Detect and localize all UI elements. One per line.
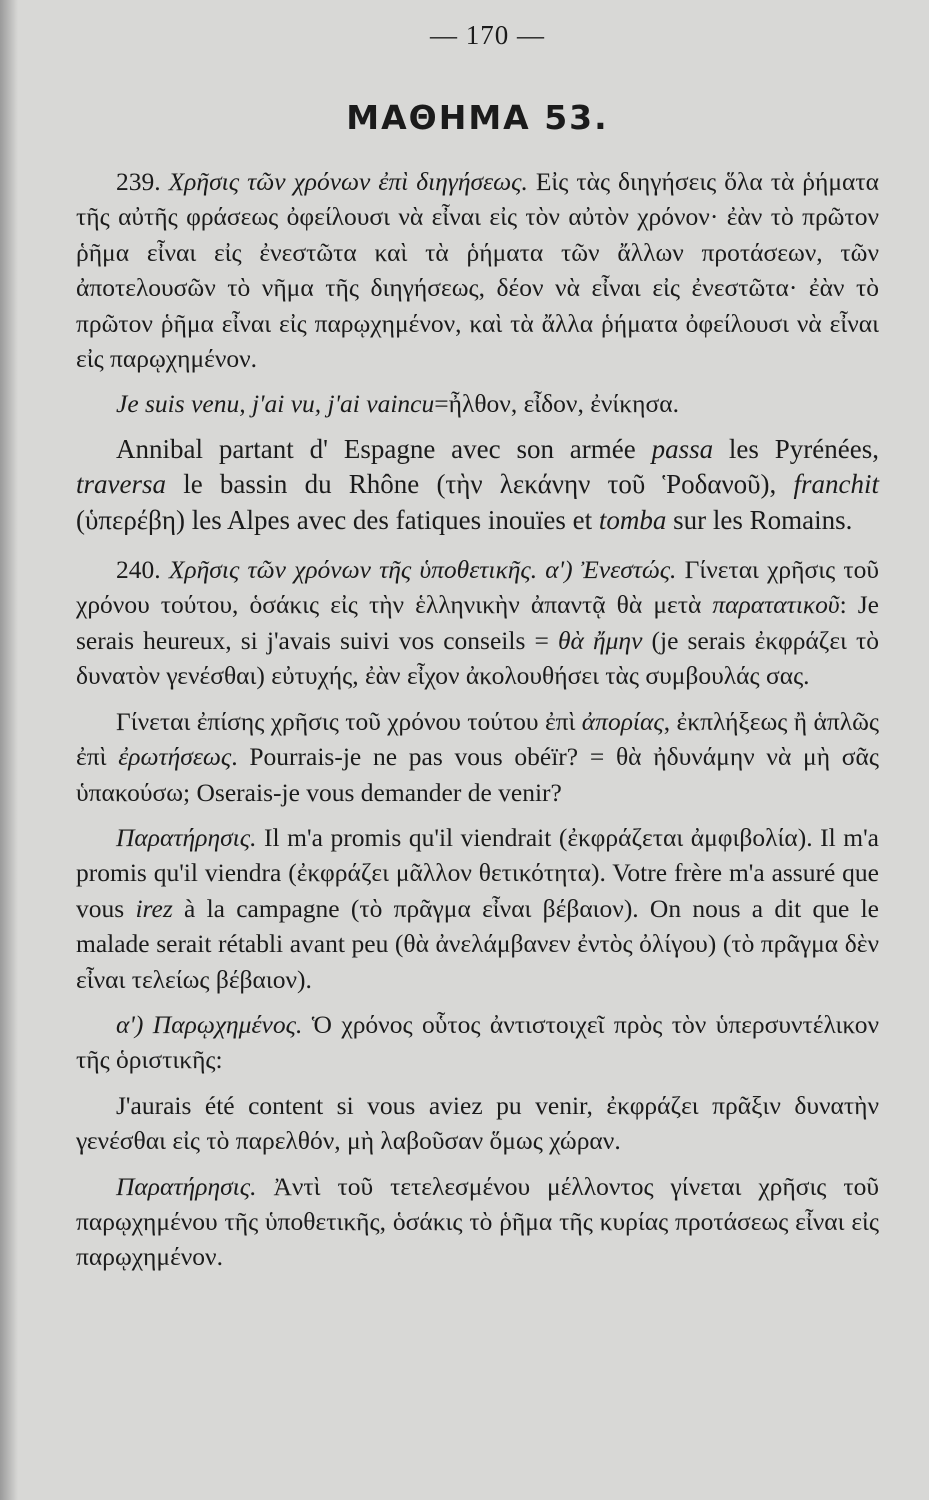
example-text: (ὑπερέβη) les Alpes avec des fatiques inouïes et: [76, 504, 599, 535]
section-text: (je serais ἐκφράζει τὸ δυνατὸν γενέσθαι) εὐτυχής, ἐὰν εἶχον ἀκολουθήσει τὰς συμβουλάς σας.: [76, 625, 880, 691]
section-number: 240.: [116, 555, 161, 585]
example-text: Annibal partant d' Espagne avec son armée: [116, 433, 652, 464]
example-text: les Pyrénées,: [713, 433, 879, 464]
section-number: 239.: [116, 167, 161, 196]
section-text: Εἰς τὰς διηγήσεις ὅλα τὰ ῥήματα τῆς αὐτῆς φράσεως ὀφείλουσι νὰ εἶναι εἰς τὸν αὐτὸν χρόνον· ἐὰν τὸ πρῶτον ῥῆμα εἶναι εἰς ἐνεστῶτα καὶ τὰ ῥήματα τῶν ἄλλων προτάσεων, τῶν ἀποτελουσῶν τὸ νῆμα τῆς διηγήσεως, δέον νὰ εἶναι εἰς ἐνεστῶτα· ἐὰν τὸ πρῶτον ῥῆμα εἶναι εἰς παρῳχημένον, καὶ τὰ ἄλλα ῥήματα ὀφείλουσι νὰ εἶναι εἰς παρῳχημένον.: [76, 167, 879, 374]
paragraph-example-aurais: [76, 1088, 879, 1159]
section-text: Ἀντὶ τοῦ τετελεσμένου μέλλοντος γίνεται χρῆσις τοῦ παρῳχημένου τῆς ὑποθετικῆς, ὁσάκις τὸ ῥῆμα τῆς κυρίας προτάσεως εἶναι εἰς παρῳχημένον.: [76, 1171, 879, 1272]
paragraph-remark-1: [76, 820, 879, 997]
section-text: Γίνεται χρῆσις τοῦ χρόνου τούτου, ὁσάκις εἰς τὴν ἑλληνικὴν ἀπαντᾷ θὰ μετὰ: [76, 555, 879, 620]
paragraph-240-usage: [76, 704, 879, 810]
paragraph-239: [76, 164, 879, 376]
section-text: à la campagne (τὸ πρᾶγμα εἶναι βέβαιον). On nous a dit que le malade serait rétabli avant peu (θὰ ἀνελάμβανεν ἐντὸς ὀλίγου) (τὸ πρᾶγμα δὲν εἶναι τελείως βέβαιον).: [76, 893, 879, 994]
paragraph-past-tense: [76, 1007, 879, 1078]
section-text: Ὁ χρόνος οὗτος ἀντιστοιχεῖ πρὸς τὸν ὑπερσυντέλικον τῆς ὁριστικῆς:: [76, 1009, 879, 1075]
section-text: , ἐκπλήξεως ἢ ἁπλῶς ἐπὶ: [76, 706, 879, 772]
example-verb: passa: [651, 433, 714, 464]
section-text: J'aurais été content si vous aviez pu venir, ἐκφράζει πρᾶξιν δυνατὴν γενέσθαι εἰς τὸ παρελθόν, μὴ λαβοῦσαν ὅμως χώραν.: [76, 1090, 879, 1156]
remark-label: Παρατήρησις.: [116, 822, 257, 852]
example-verb: tomba: [598, 504, 667, 535]
section-term: ἀπορίας: [581, 706, 664, 736]
example-greek: =ἦλθον, εἶδον, ἐνίκησα.: [434, 389, 679, 419]
section-text: Γίνεται ἐπίσης χρῆσις τοῦ χρόνου τούτου ἐπὶ: [116, 706, 582, 736]
section-term: ἐρωτήσεως: [118, 742, 232, 772]
remark-label: Παρατήρησις.: [116, 1171, 257, 1201]
section-term: θὰ ἤμην: [557, 625, 643, 655]
example-veni-vidi-vici: [76, 386, 879, 421]
lesson-title: ΜΑΘΗΜΑ 53.: [346, 98, 609, 137]
page-binding-shadow: [0, 0, 18, 1500]
paragraph-240: [76, 552, 879, 694]
paragraph-remark-2: [76, 1169, 879, 1275]
example-french: Je suis venu, j'ai vu, j'ai vaincu: [116, 389, 435, 419]
example-text: le bassin du Rhône (τὴν λεκάνην τοῦ Ῥοδανοῦ),: [166, 469, 794, 500]
section-heading: Χρῆσις τῶν χρόνων τῆς ὑποθετικῆς. α') Ἐνεστώς.: [168, 555, 677, 585]
section-heading: Χρῆσις τῶν χρόνων ἐπὶ διηγήσεως.: [168, 167, 528, 196]
example-verb: traversa: [76, 469, 166, 500]
section-term: παρατατικοῦ: [712, 590, 840, 620]
section-text: Il m'a promis qu'il viendrait (ἐκφράζεται ἀμφιβολία). Il m'a promis qu'il viendra (ἐκφράζει μᾶλλον θετικότητα). Votre frère m'a assuré que vous: [76, 822, 879, 923]
section-text: . Pourrais-je ne pas vous obéïr? = θὰ ἠδυνάμην νὰ μὴ σᾶς ὑπακούσω; Oserais-je vous demander de venir?: [76, 742, 879, 807]
section-text: : Je serais heureux, si j'avais suivi vos conseils =: [76, 590, 879, 655]
subsection-label: α') Παρῳχημένος.: [116, 1009, 303, 1039]
example-annibal: [76, 432, 879, 538]
example-text: sur les Romains.: [666, 504, 853, 535]
example-verb: franchit: [793, 469, 879, 500]
page-number: — 170 —: [430, 20, 545, 50]
section-term: irez: [135, 893, 173, 923]
